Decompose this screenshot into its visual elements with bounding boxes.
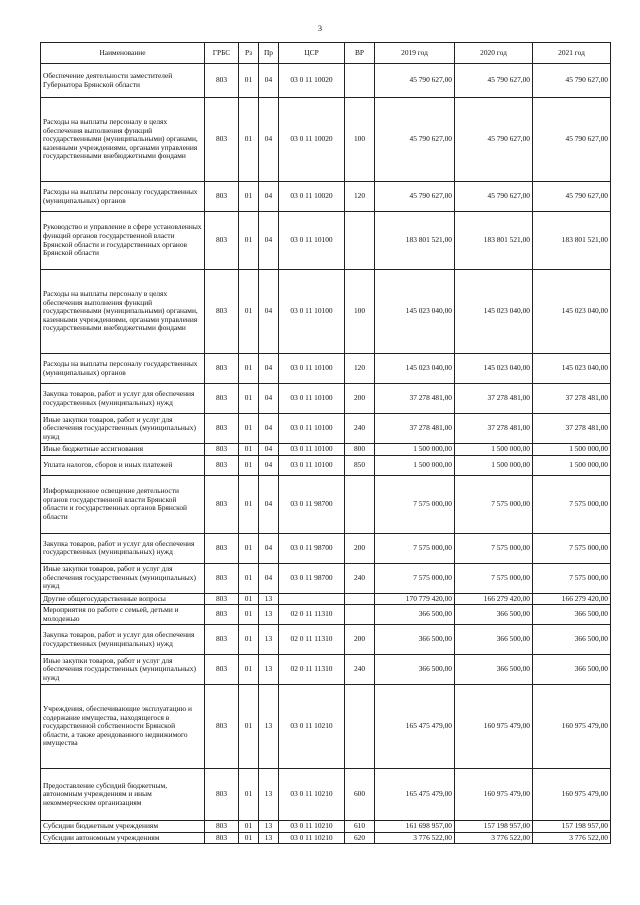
row-rz: 01 — [239, 563, 259, 593]
row-grbs: 803 — [205, 605, 239, 625]
row-csr: 03 0 11 10100 — [279, 414, 345, 444]
row-2020: 160 975 479,00 — [455, 685, 533, 769]
row-rz: 01 — [239, 98, 259, 182]
row-csr: 03 0 11 10020 — [279, 182, 345, 212]
row-rz: 01 — [239, 832, 259, 844]
row-name: Обеспечение деятельности заместителей Губернатора Брянской области — [41, 64, 205, 98]
row-pr: 13 — [259, 605, 279, 625]
row-2020: 366 500,00 — [455, 605, 533, 625]
row-2020: 145 023 040,00 — [455, 270, 533, 354]
row-vr: 850 — [345, 455, 375, 475]
row-rz: 01 — [239, 625, 259, 655]
row-2021: 37 278 481,00 — [533, 384, 611, 414]
row-2019: 366 500,00 — [375, 605, 455, 625]
row-rz: 01 — [239, 655, 259, 685]
row-2021: 3 776 522,00 — [533, 832, 611, 844]
row-pr: 13 — [259, 655, 279, 685]
row-vr: 200 — [345, 625, 375, 655]
row-rz: 01 — [239, 685, 259, 769]
header-grbs: ГРБС — [205, 43, 239, 64]
row-grbs: 803 — [205, 593, 239, 605]
row-2020: 1 500 000,00 — [455, 455, 533, 475]
row-2019: 145 023 040,00 — [375, 270, 455, 354]
row-name: Уплата налогов, сборов и иных платежей — [41, 455, 205, 475]
row-csr: 03 0 11 10100 — [279, 384, 345, 414]
row-2020: 7 575 000,00 — [455, 563, 533, 593]
row-pr: 04 — [259, 182, 279, 212]
row-vr: 600 — [345, 769, 375, 821]
table-row — [41, 832, 611, 844]
row-grbs: 803 — [205, 414, 239, 444]
row-2021: 366 500,00 — [533, 625, 611, 655]
row-name: Расходы на выплаты персоналу в целях обеспечения выполнения функций государственными (муниципальными) органами, казенными учреждениями, органами управления государственными внебюджетными фондами — [41, 270, 205, 354]
row-csr: 03 0 11 10100 — [279, 444, 345, 456]
row-grbs: 803 — [205, 455, 239, 475]
row-vr: 240 — [345, 414, 375, 444]
row-csr: 02 0 11 11310 — [279, 655, 345, 685]
row-name: Субсидии автономным учреждениям — [41, 832, 205, 844]
row-2021: 366 500,00 — [533, 655, 611, 685]
row-grbs: 803 — [205, 769, 239, 821]
row-2021: 37 278 481,00 — [533, 414, 611, 444]
row-name: Закупка товаров, работ и услуг для обеспечения государственных (муниципальных) нужд — [41, 625, 205, 655]
row-grbs: 803 — [205, 821, 239, 833]
table-row — [41, 625, 611, 655]
row-grbs: 803 — [205, 625, 239, 655]
row-2021: 7 575 000,00 — [533, 533, 611, 563]
row-vr — [345, 685, 375, 769]
row-vr: 800 — [345, 444, 375, 456]
row-rz: 01 — [239, 354, 259, 384]
row-2019: 7 575 000,00 — [375, 475, 455, 533]
row-2020: 366 500,00 — [455, 655, 533, 685]
row-2019: 366 500,00 — [375, 655, 455, 685]
row-pr: 04 — [259, 563, 279, 593]
row-rz: 01 — [239, 769, 259, 821]
table-row — [41, 270, 611, 354]
table-row — [41, 384, 611, 414]
row-vr: 100 — [345, 270, 375, 354]
row-vr: 100 — [345, 98, 375, 182]
row-name: Закупка товаров, работ и услуг для обеспечения государственных (муниципальных) нужд — [41, 384, 205, 414]
table-row — [41, 605, 611, 625]
row-vr: 200 — [345, 533, 375, 563]
row-pr: 13 — [259, 821, 279, 833]
row-rz: 01 — [239, 64, 259, 98]
table-row — [41, 182, 611, 212]
row-pr: 04 — [259, 270, 279, 354]
row-2020: 7 575 000,00 — [455, 475, 533, 533]
row-2021: 183 801 521,00 — [533, 212, 611, 270]
table-row — [41, 455, 611, 475]
row-csr: 03 0 11 98700 — [279, 563, 345, 593]
row-name: Иные закупки товаров, работ и услуг для обеспечения государственных (муниципальных) нужд — [41, 655, 205, 685]
row-name: Другие общегосударственные вопросы — [41, 593, 205, 605]
row-rz: 01 — [239, 475, 259, 533]
row-rz: 01 — [239, 455, 259, 475]
budget-table — [40, 42, 611, 844]
row-rz: 01 — [239, 444, 259, 456]
row-2021: 366 500,00 — [533, 605, 611, 625]
row-name: Субсидии бюджетным учреждениям — [41, 821, 205, 833]
row-2020: 160 975 479,00 — [455, 769, 533, 821]
table-row — [41, 475, 611, 533]
row-vr — [345, 593, 375, 605]
header-2019: 2019 год — [375, 43, 455, 64]
row-2019: 45 790 627,00 — [375, 98, 455, 182]
row-csr: 03 0 11 10100 — [279, 354, 345, 384]
row-2019: 145 023 040,00 — [375, 354, 455, 384]
row-vr: 120 — [345, 182, 375, 212]
row-grbs: 803 — [205, 354, 239, 384]
row-rz: 01 — [239, 533, 259, 563]
header-csr: ЦСР — [279, 43, 345, 64]
row-grbs: 803 — [205, 212, 239, 270]
row-grbs: 803 — [205, 533, 239, 563]
table-row — [41, 354, 611, 384]
row-2021: 1 500 000,00 — [533, 444, 611, 456]
row-rz: 01 — [239, 212, 259, 270]
row-2021: 7 575 000,00 — [533, 563, 611, 593]
table-row — [41, 98, 611, 182]
header-2020: 2020 год — [455, 43, 533, 64]
row-name: Учреждения, обеспечивающие эксплуатацию и содержание имущества, находящегося в государственной собственности Брянской области, а также арендованного недвижимого имущества — [41, 685, 205, 769]
row-pr: 04 — [259, 384, 279, 414]
row-pr: 13 — [259, 685, 279, 769]
row-2019: 170 779 420,00 — [375, 593, 455, 605]
table-header-row — [41, 43, 611, 64]
row-2021: 160 975 479,00 — [533, 685, 611, 769]
row-2021: 145 023 040,00 — [533, 354, 611, 384]
row-name: Иные бюджетные ассигнования — [41, 444, 205, 456]
row-grbs: 803 — [205, 444, 239, 456]
row-grbs: 803 — [205, 832, 239, 844]
row-rz: 01 — [239, 414, 259, 444]
table-row — [41, 444, 611, 456]
row-rz: 01 — [239, 182, 259, 212]
row-2020: 3 776 522,00 — [455, 832, 533, 844]
row-csr: 03 0 11 10100 — [279, 270, 345, 354]
row-csr: 02 0 11 11310 — [279, 625, 345, 655]
row-name: Информационное освещение деятельности органов государственной власти Брянской области и государственных органов Брянской области — [41, 475, 205, 533]
row-name: Расходы на выплаты персоналу государственных (муниципальных) органов — [41, 354, 205, 384]
row-vr — [345, 605, 375, 625]
row-2020: 7 575 000,00 — [455, 533, 533, 563]
row-2019: 45 790 627,00 — [375, 64, 455, 98]
row-csr: 03 0 11 10210 — [279, 685, 345, 769]
row-pr: 04 — [259, 414, 279, 444]
row-name: Мероприятия по работе с семьей, детьми и молодежью — [41, 605, 205, 625]
row-2021: 45 790 627,00 — [533, 182, 611, 212]
table-row — [41, 685, 611, 769]
row-grbs: 803 — [205, 64, 239, 98]
row-grbs: 803 — [205, 384, 239, 414]
row-csr: 03 0 11 10020 — [279, 64, 345, 98]
row-vr: 240 — [345, 655, 375, 685]
row-vr: 240 — [345, 563, 375, 593]
row-grbs: 803 — [205, 563, 239, 593]
row-pr: 04 — [259, 444, 279, 456]
row-name: Предоставление субсидий бюджетным, автономным учреждениям и иным некоммерческим организациям — [41, 769, 205, 821]
row-csr: 03 0 11 98700 — [279, 533, 345, 563]
row-pr: 13 — [259, 832, 279, 844]
header-2021: 2021 год — [533, 43, 611, 64]
row-vr — [345, 475, 375, 533]
row-2019: 366 500,00 — [375, 625, 455, 655]
row-vr: 610 — [345, 821, 375, 833]
table-row — [41, 593, 611, 605]
row-2020: 166 279 420,00 — [455, 593, 533, 605]
row-2019: 37 278 481,00 — [375, 384, 455, 414]
row-vr: 120 — [345, 354, 375, 384]
row-pr: 13 — [259, 769, 279, 821]
row-2020: 145 023 040,00 — [455, 354, 533, 384]
row-csr: 03 0 11 10100 — [279, 212, 345, 270]
row-2021: 1 500 000,00 — [533, 455, 611, 475]
table-row — [41, 64, 611, 98]
row-2020: 183 801 521,00 — [455, 212, 533, 270]
row-2020: 1 500 000,00 — [455, 444, 533, 456]
row-rz: 01 — [239, 384, 259, 414]
row-2020: 366 500,00 — [455, 625, 533, 655]
header-rz: Рз — [239, 43, 259, 64]
header-vr: ВР — [345, 43, 375, 64]
row-grbs: 803 — [205, 270, 239, 354]
row-2019: 165 475 479,00 — [375, 685, 455, 769]
row-grbs: 803 — [205, 655, 239, 685]
row-pr: 04 — [259, 455, 279, 475]
row-2019: 7 575 000,00 — [375, 563, 455, 593]
row-vr: 200 — [345, 384, 375, 414]
row-2019: 45 790 627,00 — [375, 182, 455, 212]
row-rz: 01 — [239, 605, 259, 625]
row-csr: 03 0 11 10100 — [279, 455, 345, 475]
row-2021: 166 279 420,00 — [533, 593, 611, 605]
header-pr: Пр — [259, 43, 279, 64]
row-grbs: 803 — [205, 685, 239, 769]
table-row — [41, 414, 611, 444]
row-csr: 03 0 11 10210 — [279, 832, 345, 844]
row-2020: 37 278 481,00 — [455, 384, 533, 414]
row-rz: 01 — [239, 593, 259, 605]
row-csr: 02 0 11 11310 — [279, 605, 345, 625]
row-grbs: 803 — [205, 182, 239, 212]
row-pr: 04 — [259, 475, 279, 533]
row-2021: 145 023 040,00 — [533, 270, 611, 354]
row-pr: 04 — [259, 64, 279, 98]
row-csr: 03 0 11 98700 — [279, 475, 345, 533]
row-pr: 04 — [259, 533, 279, 563]
row-2019: 165 475 479,00 — [375, 769, 455, 821]
row-vr — [345, 64, 375, 98]
row-rz: 01 — [239, 821, 259, 833]
row-2021: 157 198 957,00 — [533, 821, 611, 833]
row-csr — [279, 593, 345, 605]
row-2019: 1 500 000,00 — [375, 444, 455, 456]
table-row — [41, 769, 611, 821]
row-2019: 7 575 000,00 — [375, 533, 455, 563]
row-2019: 3 776 522,00 — [375, 832, 455, 844]
row-vr — [345, 212, 375, 270]
row-grbs: 803 — [205, 98, 239, 182]
row-name: Расходы на выплаты персоналу в целях обеспечения выполнения функций государственными (муниципальными) органами, казенными учреждениями, органами управления государственными внебюджетными фондами — [41, 98, 205, 182]
row-2020: 45 790 627,00 — [455, 64, 533, 98]
row-grbs: 803 — [205, 475, 239, 533]
row-2019: 1 500 000,00 — [375, 455, 455, 475]
row-pr: 13 — [259, 593, 279, 605]
row-pr: 13 — [259, 625, 279, 655]
row-csr: 03 0 11 10210 — [279, 769, 345, 821]
row-2020: 45 790 627,00 — [455, 98, 533, 182]
header-name: Наименование — [41, 43, 205, 64]
row-2021: 7 575 000,00 — [533, 475, 611, 533]
table-row — [41, 533, 611, 563]
row-2019: 161 698 957,00 — [375, 821, 455, 833]
row-2019: 183 801 521,00 — [375, 212, 455, 270]
row-vr: 620 — [345, 832, 375, 844]
row-2019: 37 278 481,00 — [375, 414, 455, 444]
row-pr: 04 — [259, 212, 279, 270]
row-name: Расходы на выплаты персоналу государственных (муниципальных) органов — [41, 182, 205, 212]
row-csr: 03 0 11 10210 — [279, 821, 345, 833]
page-number: 3 — [318, 24, 322, 33]
row-name: Закупка товаров, работ и услуг для обеспечения государственных (муниципальных) нужд — [41, 533, 205, 563]
row-2020: 37 278 481,00 — [455, 414, 533, 444]
row-name: Иные закупки товаров, работ и услуг для обеспечения государственных (муниципальных) нужд — [41, 414, 205, 444]
row-name: Иные закупки товаров, работ и услуг для обеспечения государственных (муниципальных) нужд — [41, 563, 205, 593]
row-csr: 03 0 11 10020 — [279, 98, 345, 182]
table-row — [41, 212, 611, 270]
table-row — [41, 655, 611, 685]
table-row — [41, 821, 611, 833]
row-rz: 01 — [239, 270, 259, 354]
row-2020: 157 198 957,00 — [455, 821, 533, 833]
row-pr: 04 — [259, 98, 279, 182]
row-2021: 160 975 479,00 — [533, 769, 611, 821]
table-row — [41, 563, 611, 593]
row-2020: 45 790 627,00 — [455, 182, 533, 212]
row-2021: 45 790 627,00 — [533, 64, 611, 98]
row-name: Руководство и управление в сфере установленных функций органов государственной власти Брянской области и государственных органов Брянской области — [41, 212, 205, 270]
row-pr: 04 — [259, 354, 279, 384]
row-2021: 45 790 627,00 — [533, 98, 611, 182]
